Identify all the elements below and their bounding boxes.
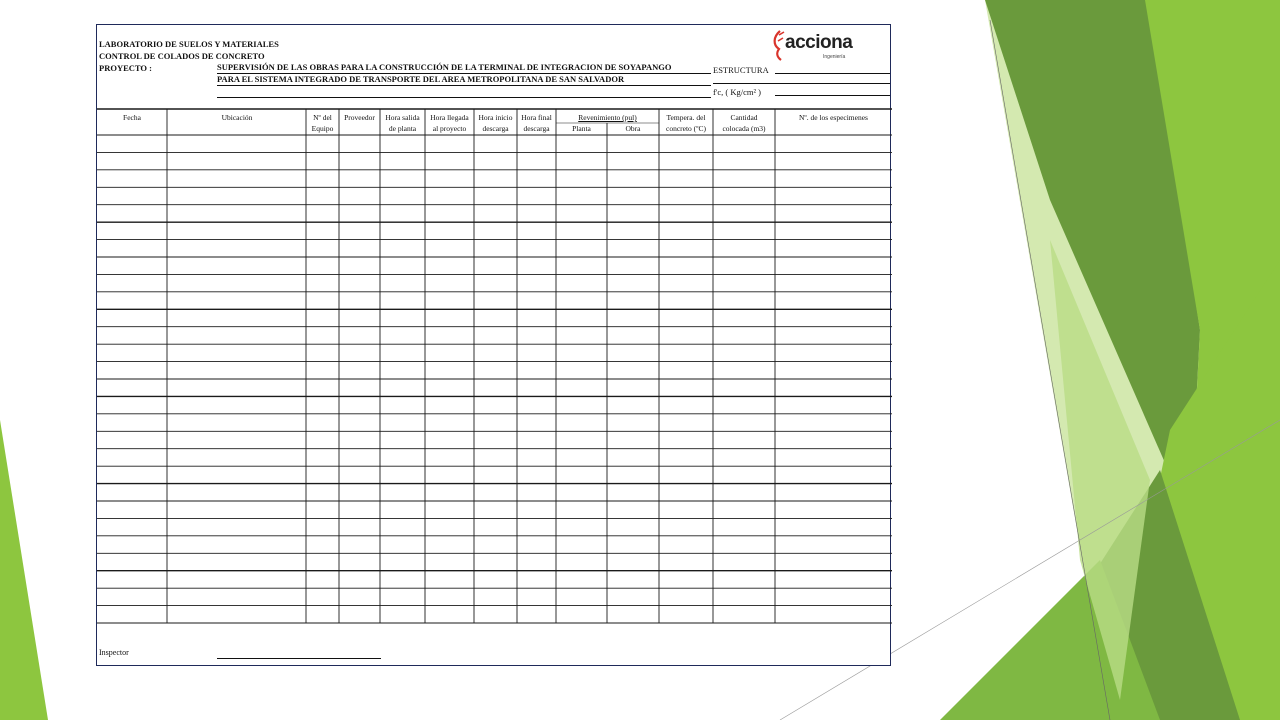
col-planta: Planta (572, 124, 591, 133)
col-cantidad-2: colocada (m3) (722, 124, 766, 133)
project-name-line-2: PARA EL SISTEMA INTEGRADO DE TRANSPORTE DEL AREA METROPOLITANA DE SAN SALVADOR (217, 74, 625, 84)
fc-label: f'c, ( Kg/cm² ) (713, 87, 761, 97)
col-final-1: Hora final (521, 113, 552, 122)
inspector-label: Inspector (99, 648, 129, 657)
col-inicio-1: Hora inicio (478, 113, 513, 122)
col-obra: Obra (625, 124, 641, 133)
col-inicio-2: descarga (482, 124, 509, 133)
col-especimenes: Nº. de los especimenes (799, 113, 868, 122)
inspector-signature-line[interactable] (217, 658, 381, 659)
col-revenimiento: Revenimiento (pul) (578, 113, 637, 122)
logo-subtitle: Ingeniería (823, 54, 846, 60)
col-temp-2: concreto (ºC) (665, 124, 707, 133)
concrete-pour-control-form (96, 24, 891, 666)
col-salida-2: de planta (388, 124, 417, 133)
col-proveedor: Proveedor (344, 113, 375, 122)
col-temp-1: Tempera. del (666, 113, 706, 122)
col-cantidad-1: Cantidad (730, 113, 758, 122)
col-ubicacion: Ubicación (221, 113, 253, 122)
col-final-2: descarga (523, 124, 550, 133)
project-name-line-1: SUPERVISIÓN DE LAS OBRAS PARA LA CONSTRUCCIÓN DE LA TERMINAL DE INTEGRACION DE SOYAPANGO (217, 62, 672, 72)
col-llegada-1: Hora llegada (430, 113, 469, 122)
estructura-label: ESTRUCTURA (713, 65, 769, 75)
logo-wordmark: acciona (785, 32, 853, 53)
col-equipo-2: Equipo (311, 124, 334, 133)
project-label: PROYECTO : (99, 63, 152, 73)
col-llegada-2: al proyecto (432, 124, 467, 133)
lab-title: LABORATORIO DE SUELOS Y MATERIALES (99, 39, 279, 49)
col-equipo-1: Nº del (313, 113, 332, 122)
control-title: CONTROL DE COLADOS DE CONCRETO (99, 51, 265, 61)
col-salida-1: Hora salida (385, 113, 420, 122)
col-fecha: Fecha (123, 113, 141, 122)
